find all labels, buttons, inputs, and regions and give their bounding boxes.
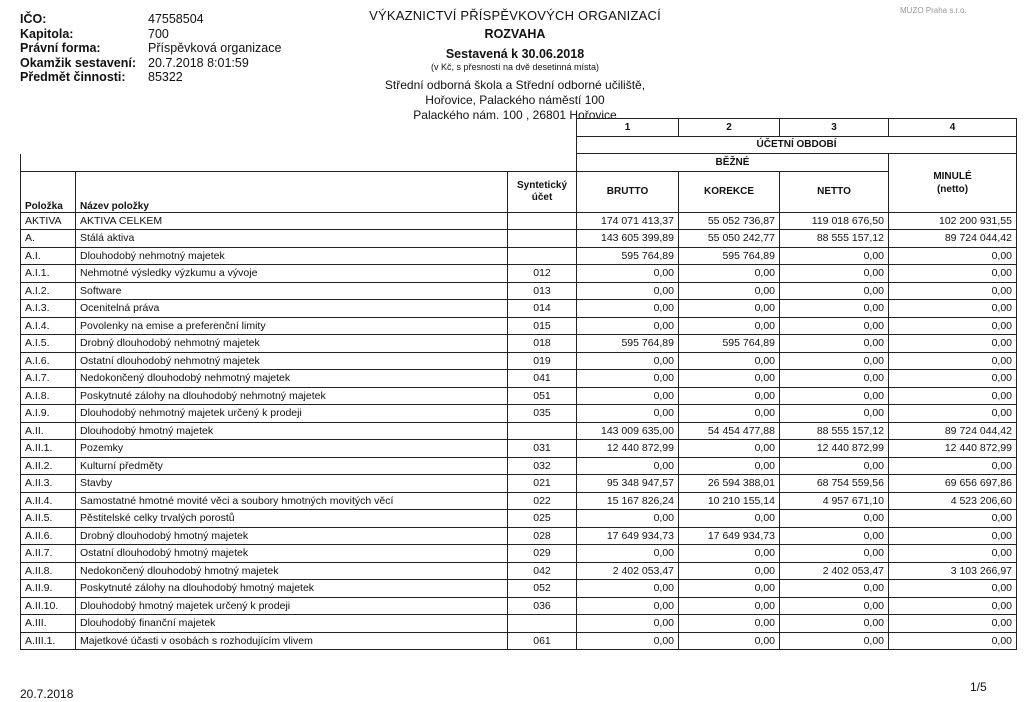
row-ucet: 019: [508, 352, 577, 370]
organization-block: [330, 78, 700, 123]
row-ucet: 025: [508, 510, 577, 528]
row-brutto: 143 605 399,89: [577, 230, 679, 248]
row-netto: 0,00: [780, 335, 889, 353]
table-row: [21, 492, 1017, 510]
table-row: [21, 370, 1017, 388]
row-korekce: 0,00: [679, 562, 780, 580]
row-ucet: 061: [508, 632, 577, 650]
vendor-name: MUZO Praha s.r.o.: [900, 6, 967, 15]
forma-value: Příspěvková organizace: [148, 41, 282, 55]
row-brutto: 17 649 934,73: [577, 527, 679, 545]
table-row: [21, 212, 1017, 230]
row-nazev: Dlouhodobý nehmotný majetek určený k prodeji: [76, 405, 508, 423]
row-nazev: AKTIVA CELKEM: [76, 212, 508, 230]
row-korekce: 26 594 388,01: [679, 475, 780, 493]
row-polozka: A.I.5.: [21, 335, 76, 353]
row-netto: 0,00: [780, 300, 889, 318]
row-ucet: 028: [508, 527, 577, 545]
row-netto: 0,00: [780, 580, 889, 598]
row-nazev: Poskytnuté zálohy na dlouhodobý hmotný majetek: [76, 580, 508, 598]
row-korekce: 0,00: [679, 300, 780, 318]
report-header: [330, 8, 700, 123]
table-row: [21, 562, 1017, 580]
row-korekce: 0,00: [679, 457, 780, 475]
row-minule: 69 656 697,86: [889, 475, 1017, 493]
row-netto: 12 440 872,99: [780, 440, 889, 458]
row-brutto: 595 764,89: [577, 335, 679, 353]
report-title: ROZVAHA: [484, 27, 546, 41]
row-netto: 68 754 559,56: [780, 475, 889, 493]
row-netto: 0,00: [780, 457, 889, 475]
minule-sub-label: (netto): [936, 183, 969, 195]
row-netto: 0,00: [780, 527, 889, 545]
row-netto: 88 555 157,12: [780, 422, 889, 440]
organization-address: Palackého nám. 100 , 26801 Hořovice: [413, 108, 617, 122]
row-netto: 2 402 053,47: [780, 562, 889, 580]
row-brutto: 15 167 826,24: [577, 492, 679, 510]
table-row: [21, 335, 1017, 353]
row-korekce: 0,00: [679, 265, 780, 283]
row-ucet: [508, 212, 577, 230]
row-netto: 0,00: [780, 370, 889, 388]
ucet-label: účet: [531, 191, 553, 203]
row-brutto: 0,00: [577, 615, 679, 633]
netto-header: NETTO: [780, 171, 889, 212]
row-ucet: 032: [508, 457, 577, 475]
table-row: [21, 387, 1017, 405]
row-korekce: 0,00: [679, 370, 780, 388]
row-minule: 0,00: [889, 597, 1017, 615]
row-polozka: A.I.7.: [21, 370, 76, 388]
row-nazev: Dlouhodobý finanční majetek: [76, 615, 508, 633]
colnum-4: 4: [889, 119, 1017, 137]
row-netto: 0,00: [780, 282, 889, 300]
table-row: [21, 440, 1017, 458]
row-netto: 0,00: [780, 317, 889, 335]
row-korekce: 0,00: [679, 597, 780, 615]
row-korekce: 17 649 934,73: [679, 527, 780, 545]
page-number: 1/5: [970, 680, 987, 694]
row-minule: 0,00: [889, 317, 1017, 335]
row-minule: 0,00: [889, 580, 1017, 598]
table-row: [21, 300, 1017, 318]
row-polozka: A.II.4.: [21, 492, 76, 510]
row-netto: 0,00: [780, 405, 889, 423]
period-type-row: [21, 154, 1017, 172]
row-brutto: 12 440 872,99: [577, 440, 679, 458]
row-nazev: Pozemky: [76, 440, 508, 458]
row-netto: 0,00: [780, 632, 889, 650]
row-korekce: 0,00: [679, 352, 780, 370]
row-polozka: A.: [21, 230, 76, 248]
row-netto: 0,00: [780, 352, 889, 370]
table-row: [21, 247, 1017, 265]
row-korekce: 10 210 155,14: [679, 492, 780, 510]
row-minule: 0,00: [889, 300, 1017, 318]
row-ucet: 052: [508, 580, 577, 598]
row-ucet: [508, 230, 577, 248]
row-minule: 0,00: [889, 265, 1017, 283]
row-brutto: 0,00: [577, 265, 679, 283]
row-netto: 119 018 676,50: [780, 212, 889, 230]
row-brutto: 0,00: [577, 317, 679, 335]
row-netto: 0,00: [780, 510, 889, 528]
row-nazev: Software: [76, 282, 508, 300]
organization-city: Hořovice, Palackého náměstí 100: [425, 93, 605, 107]
nazev-header: Název položky: [76, 171, 508, 212]
row-nazev: Drobný dlouhodobý nehmotný majetek: [76, 335, 508, 353]
row-nazev: Dlouhodobý hmotný majetek určený k prodeji: [76, 597, 508, 615]
row-nazev: Nedokončený dlouhodobý nehmotný majetek: [76, 370, 508, 388]
colnum-1: 1: [577, 119, 679, 137]
okamzik-value: 20.7.2018 8:01:59: [148, 55, 249, 70]
row-netto: 0,00: [780, 387, 889, 405]
report-date: Sestavená k 30.06.2018: [445, 47, 585, 61]
row-korekce: 0,00: [679, 615, 780, 633]
column-number-row: [21, 119, 1017, 137]
row-nazev: Dlouhodobý hmotný majetek: [76, 422, 508, 440]
row-polozka: A.I.: [21, 247, 76, 265]
row-nazev: Kulturní předměty: [76, 457, 508, 475]
row-brutto: 0,00: [577, 580, 679, 598]
row-minule: 0,00: [889, 615, 1017, 633]
minule-label: MINULÉ: [933, 170, 972, 182]
row-ucet: 012: [508, 265, 577, 283]
row-nazev: Pěstitelské celky trvalých porostů: [76, 510, 508, 528]
kapitola-value: 700: [148, 26, 169, 41]
row-polozka: A.II.1.: [21, 440, 76, 458]
bezne-header: BĚŽNÉ: [577, 154, 889, 172]
row-ucet: 015: [508, 317, 577, 335]
row-minule: 4 523 206,60: [889, 492, 1017, 510]
row-ucet: 036: [508, 597, 577, 615]
row-korekce: 595 764,89: [679, 247, 780, 265]
row-minule: 3 103 266,97: [889, 562, 1017, 580]
row-korekce: 55 052 736,87: [679, 212, 780, 230]
row-korekce: 0,00: [679, 387, 780, 405]
table-row: [21, 317, 1017, 335]
row-ucet: 042: [508, 562, 577, 580]
kapitola-label: Kapitola:: [20, 26, 74, 41]
row-polozka: A.I.6.: [21, 352, 76, 370]
korekce-header: KOREKCE: [679, 171, 780, 212]
table-row: [21, 475, 1017, 493]
row-polozka: A.II.10.: [21, 597, 76, 615]
table-row: [21, 580, 1017, 598]
organization-name: Střední odborná škola a Střední odborné učiliště,: [384, 78, 646, 92]
table-row: [21, 422, 1017, 440]
predmet-label: Předmět činnosti:: [20, 70, 126, 84]
row-korekce: 0,00: [679, 545, 780, 563]
row-netto: 4 957 671,10: [780, 492, 889, 510]
row-ucet: 014: [508, 300, 577, 318]
row-brutto: 0,00: [577, 387, 679, 405]
table-row: [21, 615, 1017, 633]
row-polozka: A.I.9.: [21, 405, 76, 423]
row-nazev: Dlouhodobý nehmotný majetek: [76, 247, 508, 265]
row-korekce: 55 050 242,77: [679, 230, 780, 248]
row-brutto: 0,00: [577, 370, 679, 388]
row-korekce: 0,00: [679, 580, 780, 598]
row-brutto: 174 071 413,37: [577, 212, 679, 230]
row-polozka: A.I.1.: [21, 265, 76, 283]
row-minule: 0,00: [889, 405, 1017, 423]
row-nazev: Stavby: [76, 475, 508, 493]
row-polozka: A.III.: [21, 615, 76, 633]
row-minule: 0,00: [889, 247, 1017, 265]
row-brutto: 95 348 947,57: [577, 475, 679, 493]
row-brutto: 0,00: [577, 300, 679, 318]
colnum-2: 2: [679, 119, 780, 137]
polozka-header: Položka: [21, 171, 76, 212]
row-polozka: A.II.3.: [21, 475, 76, 493]
row-brutto: 143 009 635,00: [577, 422, 679, 440]
row-polozka: A.I.8.: [21, 387, 76, 405]
row-brutto: 0,00: [577, 405, 679, 423]
footer-date: 20.7.2018: [20, 687, 74, 701]
row-ucet: 051: [508, 387, 577, 405]
row-polozka: A.II.5.: [21, 510, 76, 528]
table-row: [21, 527, 1017, 545]
row-nazev: Nedokončený dlouhodobý hmotný majetek: [76, 562, 508, 580]
row-korekce: 54 454 477,88: [679, 422, 780, 440]
column-header-row: [21, 171, 1017, 212]
row-nazev: Povolenky na emise a preferenční limity: [76, 317, 508, 335]
table-row: [21, 510, 1017, 528]
report-category: VÝKAZNICTVÍ PŘÍSPĚVKOVÝCH ORGANIZACÍ: [369, 8, 661, 23]
synteticky-label: Syntetický: [516, 179, 568, 191]
row-minule: 0,00: [889, 352, 1017, 370]
balance-sheet-table: [20, 118, 1017, 650]
row-ucet: 041: [508, 370, 577, 388]
row-ucet: 021: [508, 475, 577, 493]
row-nazev: Drobný dlouhodobý hmotný majetek: [76, 527, 508, 545]
row-netto: 0,00: [780, 615, 889, 633]
row-ucet: 022: [508, 492, 577, 510]
row-minule: 0,00: [889, 527, 1017, 545]
table-row: [21, 597, 1017, 615]
row-netto: 0,00: [780, 545, 889, 563]
row-nazev: Ostatní dlouhodobý hmotný majetek: [76, 545, 508, 563]
ico-value: 47558504: [148, 12, 204, 26]
table-row: [21, 352, 1017, 370]
table-row: [21, 265, 1017, 283]
row-brutto: 0,00: [577, 545, 679, 563]
row-korekce: 0,00: [679, 440, 780, 458]
forma-label: Právní forma:: [20, 41, 101, 55]
synteticky-ucet-header: [508, 171, 577, 212]
row-polozka: A.II.9.: [21, 580, 76, 598]
row-brutto: 0,00: [577, 597, 679, 615]
row-korekce: 595 764,89: [679, 335, 780, 353]
table-row: [21, 282, 1017, 300]
table-row: [21, 545, 1017, 563]
row-ucet: [508, 247, 577, 265]
row-minule: 0,00: [889, 282, 1017, 300]
row-polozka: A.I.4.: [21, 317, 76, 335]
row-netto: 0,00: [780, 597, 889, 615]
row-nazev: Ocenitelná práva: [76, 300, 508, 318]
row-nazev: Stálá aktiva: [76, 230, 508, 248]
row-netto: 88 555 157,12: [780, 230, 889, 248]
ucetni-obdobi-header: ÚČETNÍ OBDOBÍ: [577, 136, 1017, 154]
table-row: [21, 632, 1017, 650]
row-netto: 0,00: [780, 247, 889, 265]
row-polozka: A.I.2.: [21, 282, 76, 300]
row-korekce: 0,00: [679, 282, 780, 300]
row-korekce: 0,00: [679, 405, 780, 423]
row-polozka: AKTIVA: [21, 212, 76, 230]
row-nazev: Poskytnuté zálohy na dlouhodobý nehmotný majetek: [76, 387, 508, 405]
row-polozka: A.II.7.: [21, 545, 76, 563]
ico-label: IČO:: [20, 12, 47, 26]
row-nazev: Nehmotné výsledky výzkumu a vývoje: [76, 265, 508, 283]
row-brutto: 0,00: [577, 632, 679, 650]
row-polozka: A.III.1.: [21, 632, 76, 650]
row-ucet: 018: [508, 335, 577, 353]
row-ucet: [508, 422, 577, 440]
row-brutto: 0,00: [577, 282, 679, 300]
row-minule: 0,00: [889, 457, 1017, 475]
row-ucet: 029: [508, 545, 577, 563]
row-minule: 0,00: [889, 545, 1017, 563]
okamzik-label: Okamžik sestavení:: [20, 55, 137, 70]
row-brutto: 0,00: [577, 510, 679, 528]
row-ucet: 031: [508, 440, 577, 458]
row-ucet: 035: [508, 405, 577, 423]
minule-header: [889, 154, 1017, 213]
row-netto: 0,00: [780, 265, 889, 283]
row-minule: 0,00: [889, 370, 1017, 388]
row-ucet: [508, 615, 577, 633]
row-korekce: 0,00: [679, 632, 780, 650]
row-korekce: 0,00: [679, 317, 780, 335]
row-polozka: A.II.6.: [21, 527, 76, 545]
row-brutto: 2 402 053,47: [577, 562, 679, 580]
report-metadata: [20, 12, 281, 85]
brutto-header: BRUTTO: [577, 171, 679, 212]
predmet-value: 85322: [148, 70, 183, 84]
row-nazev: Majetkové účasti v osobách s rozhodujícím vlivem: [76, 632, 508, 650]
row-polozka: A.II.2.: [21, 457, 76, 475]
row-minule: 0,00: [889, 387, 1017, 405]
row-nazev: Samostatné hmotné movité věci a soubory hmotných movitých věcí: [76, 492, 508, 510]
row-ucet: 013: [508, 282, 577, 300]
table-row: [21, 405, 1017, 423]
row-minule: 89 724 044,42: [889, 422, 1017, 440]
row-minule: 0,00: [889, 510, 1017, 528]
table-row: [21, 230, 1017, 248]
row-korekce: 0,00: [679, 510, 780, 528]
report-units: (v Kč, s přesností na dvě desetinná místa): [430, 62, 600, 72]
row-polozka: A.II.8.: [21, 562, 76, 580]
row-brutto: 0,00: [577, 457, 679, 475]
row-polozka: A.II.: [21, 422, 76, 440]
row-minule: 0,00: [889, 335, 1017, 353]
table-row: [21, 457, 1017, 475]
row-nazev: Ostatní dlouhodobý nehmotný majetek: [76, 352, 508, 370]
row-polozka: A.I.3.: [21, 300, 76, 318]
row-minule: 89 724 044,42: [889, 230, 1017, 248]
row-minule: 102 200 931,55: [889, 212, 1017, 230]
colnum-3: 3: [780, 119, 889, 137]
row-brutto: 0,00: [577, 352, 679, 370]
row-minule: 12 440 872,99: [889, 440, 1017, 458]
row-brutto: 595 764,89: [577, 247, 679, 265]
row-minule: 0,00: [889, 632, 1017, 650]
